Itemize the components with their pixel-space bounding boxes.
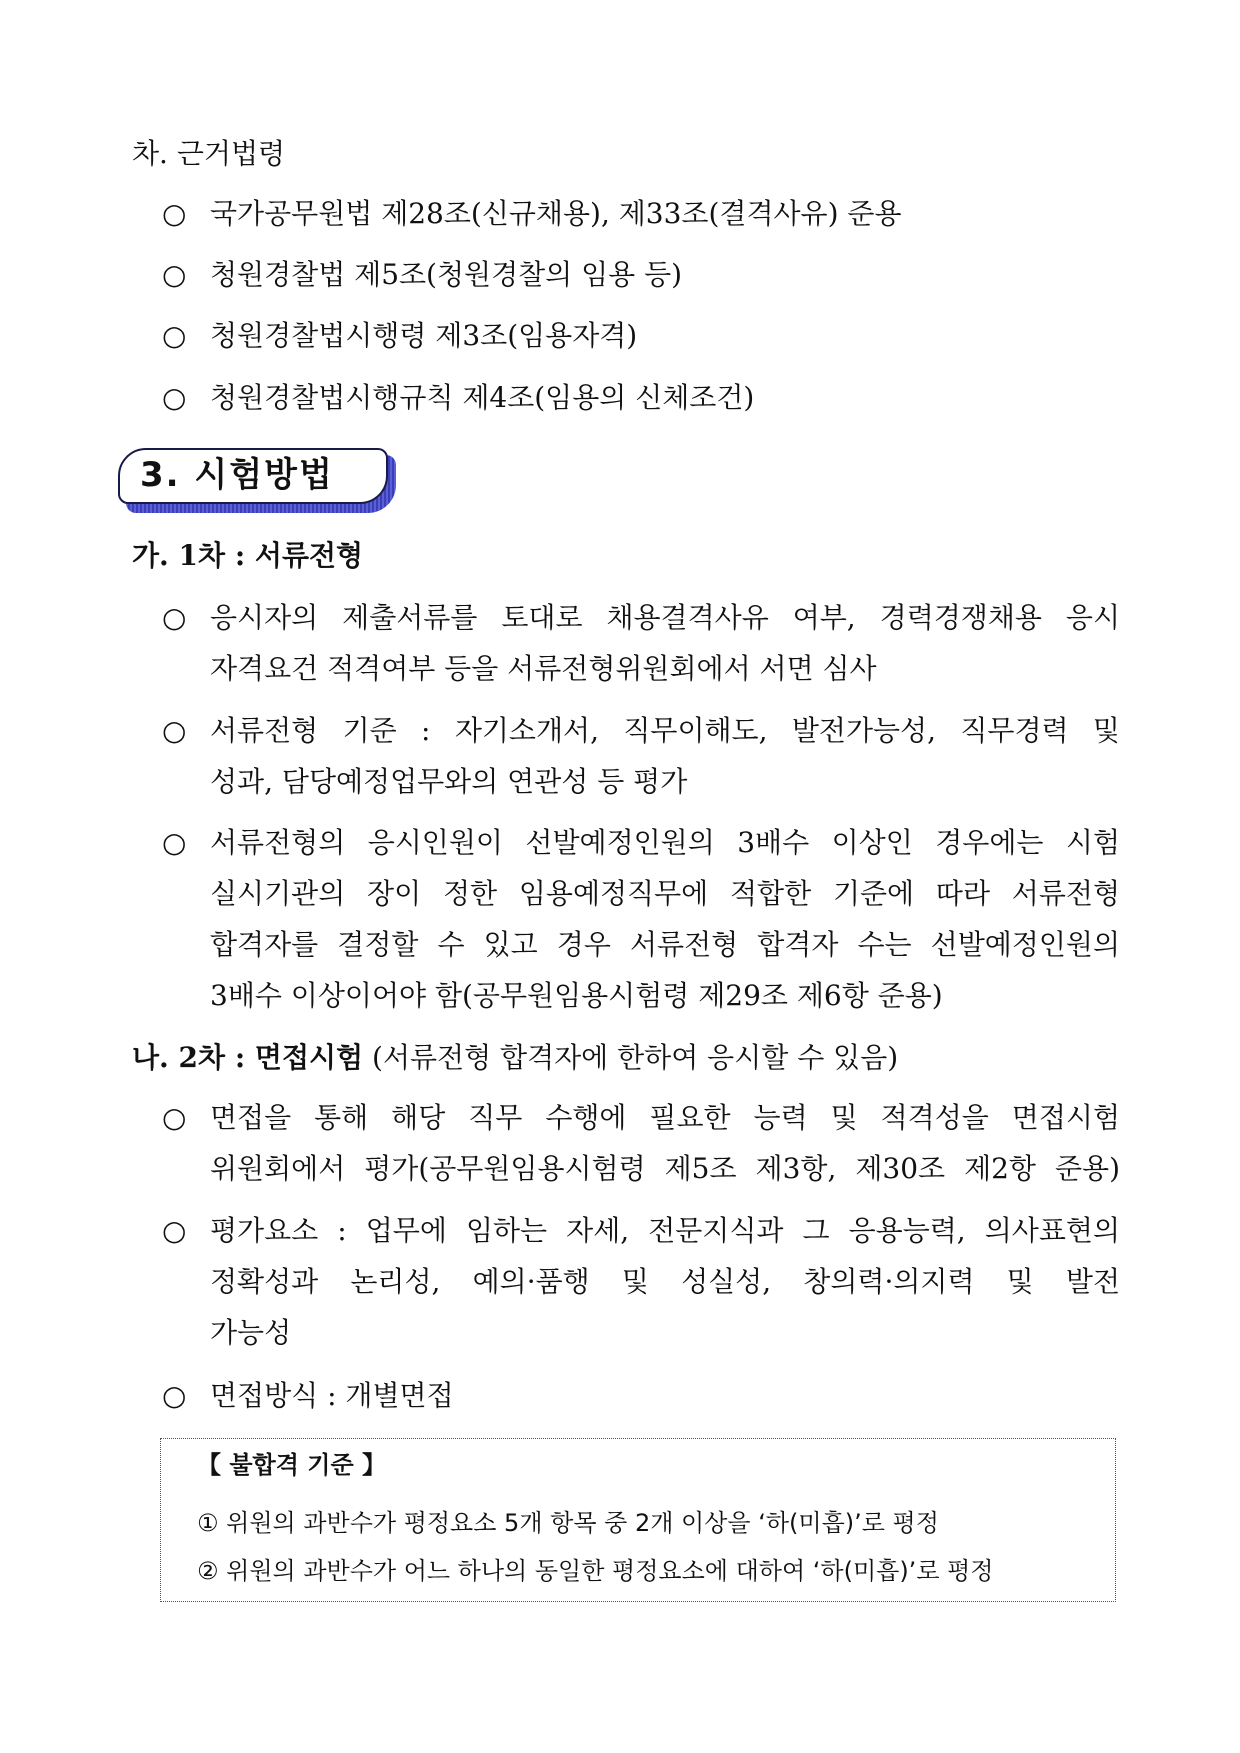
- list-item-text: 합격자를 결정할 수 있고 경우 서류전형 합격자 수는 선발예정인원의: [210, 928, 1120, 961]
- list-item-text: 청원경찰법시행규칙 제4조(임용의 신체조건): [210, 381, 755, 414]
- bullet-icon: ○: [162, 1214, 187, 1247]
- fail-criteria-item: ② 위원의 과반수가 어느 하나의 동일한 평정요소에 대하여 ‘하(미흡)’로 평정: [197, 1557, 994, 1585]
- bullet-icon: ○: [162, 1101, 187, 1134]
- section-cha-title: 차. 근거법령: [132, 137, 286, 170]
- list-item: [162, 1100, 210, 1136]
- list-item-text: 청원경찰법 제5조(청원경찰의 임용 등): [210, 258, 683, 291]
- list-item-text: 응시자의 제출서류를 토대로 채용결격사유 여부, 경력경쟁채용 응시: [210, 601, 1120, 634]
- list-item: [162, 196, 902, 232]
- list-item: [162, 713, 210, 749]
- list-item-text: 실시기관의 장이 정한 임용예정직무에 적합한 기준에 따라 서류전형: [210, 877, 1120, 910]
- list-item-text: 서류전형의 응시인원이 선발예정인원의 3배수 이상인 경우에는 시험: [210, 826, 1120, 859]
- list-item: [162, 257, 682, 293]
- list-item: [162, 1213, 210, 1249]
- bullet-icon: ○: [162, 1379, 187, 1412]
- bullet-icon: ○: [162, 826, 187, 859]
- list-item-text: 면접방식 : 개별면접: [210, 1379, 454, 1412]
- list-item: [162, 1378, 210, 1414]
- bullet-icon: ○: [162, 258, 187, 291]
- step2-note: (서류전형 합격자에 한하여 응시할 수 있음): [372, 1041, 899, 1074]
- list-item-text: 평가요소 : 업무에 임하는 자세, 전문지식과 그 응용능력, 의사표현의: [210, 1214, 1120, 1247]
- list-item: [162, 380, 754, 416]
- fail-criteria-item: ① 위원의 과반수가 평정요소 5개 항목 중 2개 이상을 ‘하(미흡)’로 평정: [197, 1509, 939, 1537]
- fail-criteria-box: [160, 1438, 1116, 1602]
- list-item: [162, 825, 210, 861]
- step2-title: 나. 2차 : 면접시험: [132, 1041, 364, 1074]
- step2-title-row: [132, 1040, 898, 1076]
- list-item-text: 가능성: [210, 1316, 292, 1349]
- list-item: [162, 600, 210, 636]
- list-item-text: 청원경찰법시행령 제3조(임용자격): [210, 319, 638, 352]
- list-item-text: 정확성과 논리성, 예의·품행 및 성실성, 창의력·의지력 및 발전: [210, 1265, 1120, 1298]
- list-item-text: 국가공무원법 제28조(신규채용), 제33조(결격사유) 준용: [210, 197, 902, 230]
- bullet-icon: ○: [162, 197, 187, 230]
- bullet-icon: ○: [162, 601, 187, 634]
- bullet-icon: ○: [162, 714, 187, 747]
- list-item: [162, 318, 637, 354]
- list-item-text: 면접을 통해 해당 직무 수행에 필요한 능력 및 적격성을 면접시험: [210, 1101, 1120, 1134]
- list-item-text: 서류전형 기준 : 자기소개서, 직무이해도, 발전가능성, 직무경력 및: [210, 714, 1120, 747]
- section-heading: 3. 시험방법: [140, 455, 334, 495]
- fail-criteria-title: 【 불합격 기준 】: [197, 1451, 386, 1479]
- list-item-text: 성과, 담당예정업무와의 연관성 등 평가: [210, 765, 688, 798]
- step1-title: 가. 1차 : 서류전형: [132, 539, 364, 572]
- list-item-text: 3배수 이상이어야 함(공무원임용시험령 제29조 제6항 준용): [210, 979, 943, 1012]
- list-item-text: 위원회에서 평가(공무원임용시험령 제5조 제3항, 제30조 제2항 준용): [210, 1152, 1120, 1185]
- bullet-icon: ○: [162, 381, 187, 414]
- list-item-text: 자격요건 적격여부 등을 서류전형위원회에서 서면 심사: [210, 652, 877, 685]
- bullet-icon: ○: [162, 319, 187, 352]
